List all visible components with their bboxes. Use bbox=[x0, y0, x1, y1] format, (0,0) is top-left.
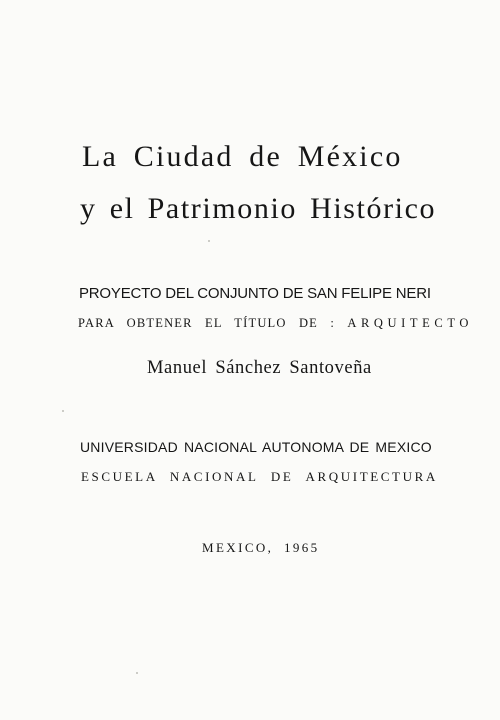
author-name: Manuel Sánchez Santoveña bbox=[147, 358, 372, 378]
degree-purpose-prefix: PARA OBTENER EL TÍTULO DE : bbox=[78, 316, 336, 330]
paper-speck bbox=[136, 672, 138, 674]
paper-speck bbox=[62, 410, 64, 412]
title-line-1: La Ciudad de México bbox=[82, 140, 403, 173]
degree-purpose bbox=[78, 316, 473, 331]
title-line-2: y el Patrimonio Histórico bbox=[80, 192, 437, 225]
degree-title: ARQUITECTO bbox=[347, 316, 473, 330]
school-name: ESCUELA NACIONAL DE ARQUITECTURA bbox=[81, 469, 438, 484]
project-name: PROYECTO DEL CONJUNTO DE SAN FELIPE NERI bbox=[79, 285, 431, 302]
university-name: UNIVERSIDAD NACIONAL AUTONOMA DE MEXICO bbox=[80, 439, 432, 455]
place-and-year: MEXICO, 1965 bbox=[202, 540, 320, 555]
paper-speck bbox=[208, 240, 210, 242]
